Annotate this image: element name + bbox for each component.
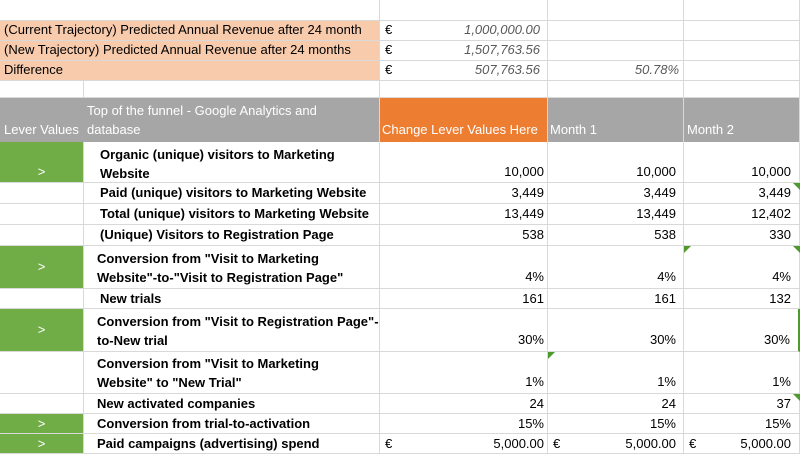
cell-month2-conv2[interactable]: 30% bbox=[684, 309, 800, 352]
header-funnel-line1: Top of the funnel - Google Analytics and bbox=[87, 103, 317, 118]
header-funnel[interactable] bbox=[84, 98, 380, 142]
cell-change-conv1[interactable]: 4% bbox=[380, 246, 548, 289]
empty-top-a[interactable] bbox=[0, 0, 84, 21]
cell-month1-spend-currency: € bbox=[548, 434, 578, 454]
empty-top-e[interactable] bbox=[684, 0, 800, 21]
row-label-line1: Conversion from "Visit to Marketing bbox=[97, 356, 319, 371]
comment-indicator-icon[interactable] bbox=[684, 246, 691, 253]
header-funnel-line2: database bbox=[87, 122, 141, 137]
cell-month1-organic[interactable]: 10,000 bbox=[548, 142, 684, 183]
row-label-organic-visitors[interactable] bbox=[84, 142, 380, 183]
row-label-trial-activation[interactable]: Conversion from trial-to-activation bbox=[84, 414, 380, 434]
header-lever-values[interactable]: Lever Values bbox=[0, 98, 84, 142]
lever-empty[interactable] bbox=[0, 204, 84, 225]
comment-indicator-icon[interactable] bbox=[793, 394, 800, 401]
header-month-1[interactable]: Month 1 bbox=[548, 98, 684, 142]
summary-currency-difference[interactable]: € bbox=[380, 61, 548, 81]
row-label-paid-spend[interactable]: Paid campaigns (advertising) spend bbox=[84, 434, 380, 454]
cell-month2-spend[interactable]: 5,000.00 bbox=[714, 434, 800, 454]
row-label-registration-visitors[interactable]: (Unique) Visitors to Registration Page bbox=[84, 225, 380, 246]
cell-month2-paid[interactable]: 3,449 bbox=[684, 183, 800, 204]
summary-pct-difference[interactable]: 50.78% bbox=[548, 61, 684, 81]
summary-value-new[interactable]: 1,507,763.56 bbox=[380, 41, 548, 61]
lever-empty[interactable] bbox=[0, 183, 84, 204]
spacer-e[interactable] bbox=[684, 81, 800, 98]
cell-month2-organic[interactable]: 10,000 bbox=[684, 142, 800, 183]
comment-indicator-icon[interactable] bbox=[793, 246, 800, 253]
cell-month2-registration[interactable]: 330 bbox=[684, 225, 800, 246]
cell-month1-conv2[interactable]: 30% bbox=[548, 309, 684, 352]
row-label-paid-visitors[interactable]: Paid (unique) visitors to Marketing Website bbox=[84, 183, 380, 204]
cell-change-organic[interactable]: 10,000 bbox=[380, 142, 548, 183]
summary-empty-d2[interactable] bbox=[548, 41, 684, 61]
row-label-line2: Website bbox=[100, 166, 150, 181]
spacer-c[interactable] bbox=[380, 81, 548, 98]
cell-month1-paid[interactable]: 3,449 bbox=[548, 183, 684, 204]
summary-empty-e3[interactable] bbox=[684, 61, 800, 81]
summary-label-difference[interactable]: Difference bbox=[0, 61, 380, 81]
summary-empty-e1[interactable] bbox=[684, 21, 800, 41]
cell-month2-activated[interactable]: 37 bbox=[684, 394, 800, 414]
row-label-line1: Organic (unique) visitors to Marketing bbox=[100, 147, 335, 162]
summary-empty-e2[interactable] bbox=[684, 41, 800, 61]
spacer-a[interactable] bbox=[0, 81, 84, 98]
cell-month1-trial-activation[interactable]: 15% bbox=[548, 414, 684, 434]
lever-empty[interactable] bbox=[0, 289, 84, 309]
cell-change-conv2[interactable]: 30% bbox=[380, 309, 548, 352]
lever-empty[interactable] bbox=[0, 225, 84, 246]
summary-label-current[interactable]: (Current Trajectory) Predicted Annual Revenue after 24 month bbox=[0, 21, 380, 41]
cell-month2-conv3[interactable]: 1% bbox=[684, 352, 800, 394]
row-label-total-visitors[interactable]: Total (unique) visitors to Marketing Website bbox=[84, 204, 380, 225]
row-label-line2: Website"-to-"Visit to Registration Page" bbox=[97, 270, 344, 285]
summary-value-difference[interactable]: 507,763.56 bbox=[380, 61, 548, 81]
cell-change-trial-activation[interactable]: 15% bbox=[380, 414, 548, 434]
cell-month1-spend[interactable]: 5,000.00 bbox=[578, 434, 684, 454]
cell-month1-conv3[interactable]: 1% bbox=[548, 352, 684, 394]
lever-toggle[interactable]: > bbox=[0, 309, 84, 352]
row-label-new-trials[interactable]: New trials bbox=[84, 289, 380, 309]
lever-toggle[interactable]: > bbox=[0, 246, 84, 289]
lever-toggle[interactable]: > bbox=[0, 414, 84, 434]
summary-currency-current[interactable]: € bbox=[380, 21, 548, 41]
lever-toggle[interactable]: > bbox=[0, 434, 84, 454]
cell-month1-new-trials[interactable]: 161 bbox=[548, 289, 684, 309]
cell-change-new-trials[interactable]: 161 bbox=[380, 289, 548, 309]
comment-indicator-icon[interactable] bbox=[793, 183, 800, 190]
empty-top-b[interactable] bbox=[84, 0, 380, 21]
lever-empty[interactable] bbox=[0, 352, 84, 394]
cell-change-spend-currency: € bbox=[380, 434, 410, 454]
cell-change-spend[interactable]: 5,000.00 bbox=[410, 434, 548, 454]
row-label-line2: Website" to "New Trial" bbox=[97, 375, 242, 390]
cell-month1-total[interactable]: 13,449 bbox=[548, 204, 684, 225]
cell-change-activated[interactable]: 24 bbox=[380, 394, 548, 414]
cell-change-conv3[interactable]: 1% bbox=[380, 352, 548, 394]
summary-currency-new[interactable]: € bbox=[380, 41, 548, 61]
lever-empty[interactable] bbox=[0, 394, 84, 414]
summary-empty-d1[interactable] bbox=[548, 21, 684, 41]
summary-label-new[interactable]: (New Trajectory) Predicted Annual Revenue after 24 months bbox=[0, 41, 380, 61]
spacer-b[interactable] bbox=[84, 81, 380, 98]
cell-change-paid[interactable]: 3,449 bbox=[380, 183, 548, 204]
cell-month2-total[interactable]: 12,402 bbox=[684, 204, 800, 225]
header-month-2[interactable]: Month 2 bbox=[684, 98, 800, 142]
cell-month2-new-trials[interactable]: 132 bbox=[684, 289, 800, 309]
cell-month2-spend-currency: € bbox=[684, 434, 714, 454]
empty-top-d[interactable] bbox=[548, 0, 684, 21]
cell-month2-trial-activation[interactable]: 15% bbox=[684, 414, 800, 434]
row-label-conv-registration-trial[interactable] bbox=[84, 309, 380, 352]
cell-month1-registration[interactable]: 538 bbox=[548, 225, 684, 246]
summary-value-current[interactable]: 1,000,000.00 bbox=[380, 21, 548, 41]
row-label-line2: to-New trial bbox=[97, 333, 168, 348]
empty-top-c[interactable] bbox=[380, 0, 548, 21]
row-label-line1: Conversion from "Visit to Registration Page"- bbox=[97, 314, 379, 329]
comment-indicator-icon[interactable] bbox=[548, 352, 555, 359]
cell-month1-conv1[interactable]: 4% bbox=[548, 246, 684, 289]
row-label-line1: Conversion from "Visit to Marketing bbox=[97, 251, 319, 266]
row-label-new-activated[interactable]: New activated companies bbox=[84, 394, 380, 414]
lever-toggle[interactable]: > bbox=[0, 142, 84, 183]
cell-month2-conv1[interactable]: 4% bbox=[684, 246, 800, 289]
row-label-conv-marketing-trial[interactable] bbox=[84, 352, 380, 394]
row-label-conv-marketing-registration[interactable] bbox=[84, 246, 380, 289]
cell-month1-activated[interactable]: 24 bbox=[548, 394, 684, 414]
cell-change-total[interactable]: 13,449 bbox=[380, 204, 548, 225]
spacer-d[interactable] bbox=[548, 81, 684, 98]
header-change-lever[interactable]: Change Lever Values Here bbox=[380, 98, 548, 142]
cell-change-registration[interactable]: 538 bbox=[380, 225, 548, 246]
